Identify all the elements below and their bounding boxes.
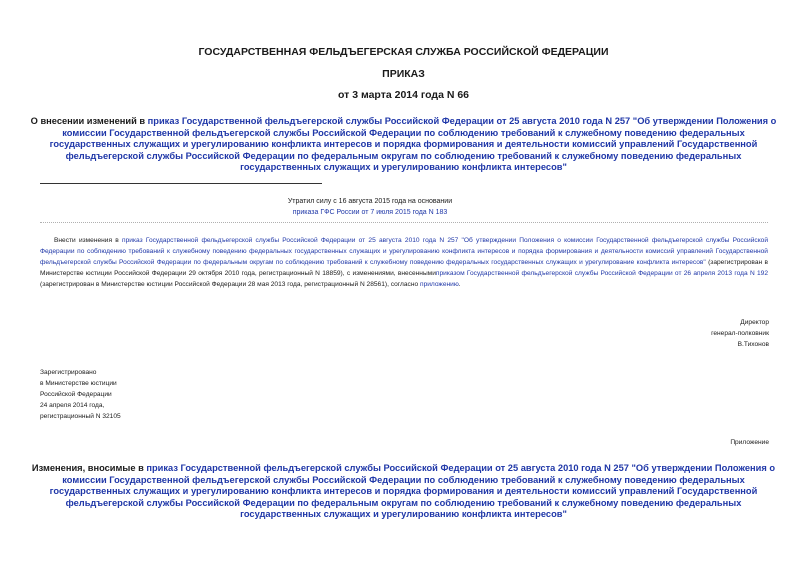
title-prefix: О внесении изменений в (30, 116, 148, 126)
order-body-paragraph (40, 236, 768, 291)
appendix-title-link[interactable]: приказ Государственной фельдъегерской службы Российской Федерации от 25 августа 2010 года N 257 "Об утверждении Положения о комиссии Государственной фельдъегерской службы Российской Федерации по соблюдению требований к служебному поведению федеральных государственных служащих и урегулированию конфликта интересов и порядка формирования и деятельности комиссий управлений Государственной фельдъегерской службы Российской Федерации по федеральным округам по соблюдению требований к служебному поведению федеральных государственных служащих и урегулированию конфликта интересов" (49, 463, 776, 520)
date-number-heading: от 3 марта 2014 года N 66 (338, 89, 469, 101)
appendix-title-prefix: Изменения, вносимые в (31, 463, 147, 473)
registration-line: Российской Федерации (40, 391, 112, 398)
lost-force-link-line (120, 207, 620, 218)
registration-date: 24 апреля 2014 года, (40, 402, 105, 409)
separator-rule (40, 183, 322, 184)
body-text-1: Внести изменения в (54, 237, 123, 244)
title-link[interactable]: приказ Государственной фельдъегерской службы Российской Федерации от 25 августа 2010 года N 257 "Об утверждении Положения о комиссии Государственной фельдъегерской службы Российской Федерации по соблюдению требований к служебному поведению федеральных государственных служащих и урегулированию конфликта интересов и порядка формирования и деятельности комиссий управлений Государственной фельдъегерской службы Российской Федерации по федеральным округам по соблюдению требований к служебному поведению федеральных государственных служащих и урегулированию конфликта интересов" (49, 116, 777, 173)
body-text-4: . (458, 280, 461, 288)
appendix-title (30, 463, 777, 521)
appendix-label: Приложение (730, 439, 769, 446)
body-link-appendix[interactable]: приложению (420, 280, 459, 288)
signer-position: Директор (740, 319, 769, 326)
signature-block (711, 317, 769, 350)
registration-line: Зарегистрировано (40, 369, 97, 376)
body-text-2: (зарегистрирован в Министерстве юстиции Российской Федерации 29 октября 2010 года, регистрационный N 18859), с изменениями, внесенными (40, 258, 768, 277)
doc-type-heading: ПРИКАЗ (382, 68, 425, 80)
registration-block (40, 367, 121, 422)
lost-force-note: Утратил силу с 16 августа 2015 года на основании (287, 198, 453, 205)
body-text-3: (зарегистрирован в Министерстве юстиции Российской Федерации 28 мая 2013 года, регистрационный N 28561), согласно (40, 280, 420, 288)
lost-force-link[interactable]: приказа ГФС России от 7 июля 2015 года N 183 (292, 209, 448, 216)
signer-name: В.Тихонов (737, 341, 769, 348)
signer-rank: генерал-полковник (711, 330, 769, 337)
body-link-order-257[interactable]: приказ Государственной фельдъегерской службы Российской Федерации от 25 августа 2010 года N 257 "Об утверждении Положения о комиссии Государственной фельдъегерской службы Российской Федерации по соблюдению требований к служебному поведению федеральных государственных служащих и урегулированию конфликта интересов и порядка формирования и деятельности комиссий управлений Государственной фельдъегерской службы Российской Федерации по федеральным округам по соблюдению требований к служебному поведению федеральных государственных служащих и урегулирование конфликта интересов" (40, 237, 769, 266)
document-title (30, 116, 777, 174)
dotted-divider (40, 222, 768, 223)
body-link-order-192[interactable]: приказом Государственной фельдъегерской службы Российской Федерации от 26 апреля 2013 года N 192 (435, 269, 768, 277)
registration-number: регистрационный N 32105 (40, 413, 121, 420)
agency-heading: ГОСУДАРСТВЕННАЯ ФЕЛЬДЪЕГЕРСКАЯ СЛУЖБА РОССИЙСКОЙ ФЕДЕРАЦИИ (198, 46, 609, 58)
registration-line: в Министерстве юстиции (40, 380, 117, 387)
